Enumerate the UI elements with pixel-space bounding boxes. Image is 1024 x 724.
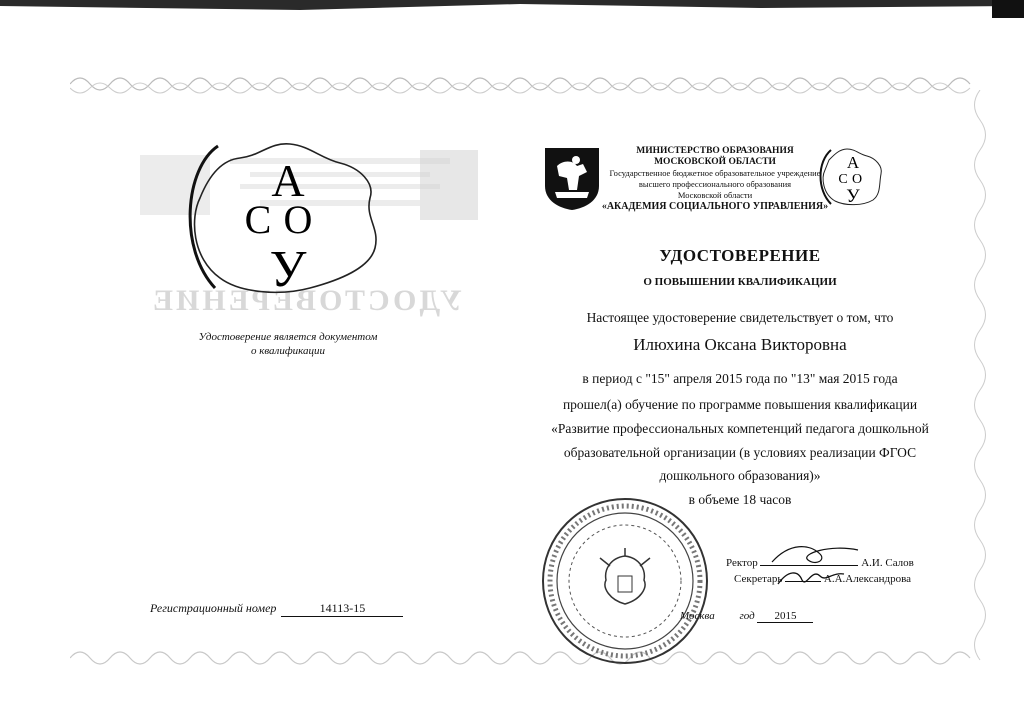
acsu-logo-large	[170, 138, 390, 298]
secretary-name: А.А.Александрова	[823, 573, 912, 585]
rector-name: А.И. Салов	[861, 557, 914, 569]
secretary-row	[734, 573, 911, 585]
ministry-line-1: МИНИСТЕРСТВО ОБРАЗОВАНИЯ	[636, 146, 794, 156]
ministry-line-2: МОСКОВСКОЙ ОБЛАСТИ	[654, 157, 776, 167]
statement-text: Настоящее удостоверение свидетельствует о том, что	[586, 310, 894, 325]
rector-row	[726, 557, 914, 569]
logo-letter-o: О	[283, 197, 313, 242]
training-text: прошел(а) обучение по программе повышения квалификации	[562, 397, 918, 412]
rector-label: Ректор	[726, 557, 758, 569]
ghost-title-bleed: УДОСТОВЕРЕНИЕ	[150, 284, 462, 317]
moscow-region-emblem	[543, 146, 601, 212]
small-letter-u: У	[846, 186, 860, 207]
logo-letter-u: У	[269, 241, 307, 298]
year-value: 2015	[757, 610, 813, 623]
logo-letter-s: С	[244, 197, 272, 242]
official-stamp	[540, 496, 710, 666]
secretary-label: Секретарь	[734, 573, 783, 585]
program-line-2: образовательной организации (в условиях реализации ФГОС	[563, 445, 917, 460]
registration-row	[150, 601, 403, 617]
year-label: год	[739, 610, 755, 622]
rector-signature-line	[760, 565, 858, 566]
program-line-1: «Развитие профессиональных компетенций педагога дошкольной	[551, 421, 929, 436]
qualification-note	[188, 330, 388, 358]
holder-name: Илюхина Оксана Викторовна	[633, 335, 847, 354]
volume-text: в объеме 18 часов	[688, 492, 792, 507]
note-line-1: Удостоверение является документом	[198, 331, 378, 343]
registration-number: 14113-15	[281, 601, 403, 617]
secretary-signature-line	[785, 581, 821, 582]
ministry-header	[598, 146, 832, 212]
institution-line-1: Государственное бюджетное образовательное учреждение	[609, 168, 821, 178]
institution-line-3: Московской области	[677, 190, 753, 200]
place-date-row	[680, 610, 813, 623]
certificate-title: УДОСТОВЕРЕНИЕ	[659, 246, 821, 265]
period-text: в период с "15" апреля 2015 года по "13" мая 2015 года	[582, 371, 898, 386]
logo-letter-a: А	[271, 155, 305, 206]
institution-line-2: высшего профессионального образования	[638, 179, 792, 189]
registration-label: Регистрационный номер	[150, 601, 277, 615]
academy-name: «АКАДЕМИЯ СОЦИАЛЬНОГО УПРАВЛЕНИЯ»	[601, 201, 829, 212]
small-letter-o: О	[851, 172, 863, 187]
certificate-subtitle: О ПОВЫШЕНИИ КВАЛИФИКАЦИИ	[643, 276, 837, 288]
small-letter-s: С	[838, 172, 848, 187]
note-line-2: о квалификации	[250, 345, 326, 357]
acsu-logo-small	[815, 146, 885, 208]
city: Москва	[680, 610, 715, 622]
small-letter-a: А	[846, 153, 860, 172]
ghost-emblem-bleed	[420, 150, 478, 220]
program-line-3: дошкольного образования)»	[659, 468, 821, 483]
